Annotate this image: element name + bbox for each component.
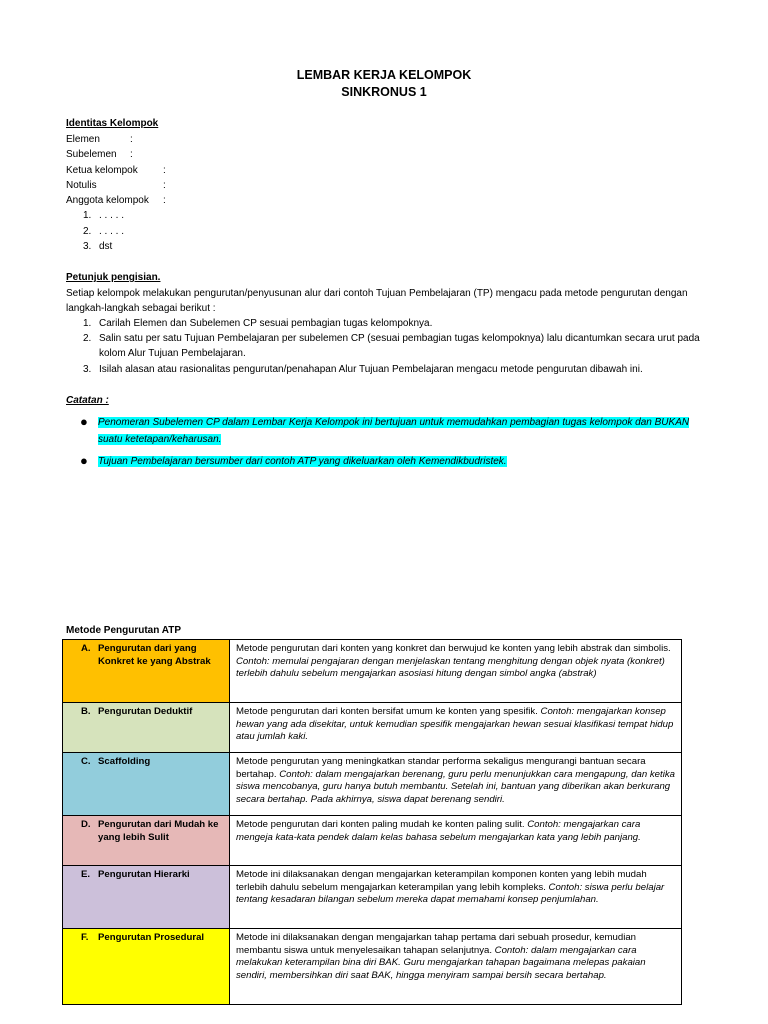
field-label: Ketua kelompok	[66, 165, 138, 176]
field-label: Subelemen	[66, 149, 117, 160]
metode-category-cell: F. Pengurutan Prosedural	[63, 929, 230, 1005]
field-sep: :	[163, 180, 166, 191]
metode-description-cell: Metode pengurutan dari konten yang konkret dan berwujud ke konten yang lebih abstrak dan simbolis. Contoh: memulai pengajaran dengan menjelaskan tentang menghitung dengan objek nyata (konkret) terlebih dahulu sebelum mengajarkan asosiasi hitung dengan simbol angka (abstrak)	[230, 640, 682, 703]
metode-category-cell: A. Pengurutan dari yang Konkret ke yang Abstrak	[63, 640, 230, 703]
table-row	[63, 816, 682, 866]
field-sep: :	[130, 134, 133, 145]
step-item: 3. Isilah alasan atau rasionalitas pengurutan/penahapan Alur Tujuan Pembelajaran mengacu metode pengurutan dibawah ini.	[83, 364, 643, 375]
field-sep: :	[130, 149, 133, 160]
member-item: 2. . . . . .	[83, 226, 125, 237]
table-row	[63, 866, 682, 929]
metode-description-cell: Metode pengurutan dari konten paling mudah ke konten paling sulit. Contoh: mengajarkan cara mengeja kata-kata pendek dalam kelas bahasa sebelum mengajarkan kata yang lebih panjang.	[230, 816, 682, 866]
field-anggota	[66, 193, 166, 208]
step-item: 1. Carilah Elemen dan Subelemen CP sesuai pembagian tugas kelompoknya.	[83, 318, 433, 329]
field-subelemen	[66, 147, 133, 162]
member-item: 1. . . . . .	[83, 210, 125, 221]
metode-category-cell: C. Scaffolding	[63, 753, 230, 816]
metode-table	[62, 639, 682, 1005]
metode-category-cell: D. Pengurutan dari Mudah ke yang lebih Sulit	[63, 816, 230, 866]
petunjuk-intro: Setiap kelompok melakukan pengurutan/penyusunan alur dari contoh Tujuan Pembelajaran (TP) mengacu pada metode pengurutan dengan langkah-langkah sebagai berikut :	[66, 288, 688, 314]
table-row	[63, 703, 682, 753]
field-elemen	[66, 132, 133, 147]
table-row	[63, 929, 682, 1005]
field-label: Elemen	[66, 134, 100, 145]
field-notulis	[66, 178, 166, 193]
step-item: 2. Salin satu per satu Tujuan Pembelajaran per subelemen CP (sesuai pembagian tugas kelompoknya) lalu dicantumkan secara urut pada kolom Alur Tujuan Pembelajaran.	[83, 333, 700, 359]
bullet-icon: ●	[80, 414, 88, 429]
document-title: LEMBAR KERJA KELOMPOK	[296, 68, 472, 82]
identitas-heading: Identitas Kelompok	[66, 118, 159, 129]
metode-description-cell: Metode ini dilaksanakan dengan mengajarkan tahap pertama dari sebuah prosedur, kemudian membantu siswa untuk menyelesaikan tahapan selanjutnya. Contoh: dalam mengajarkan cara melakukan keterampilan bina diri BAK. Guru mengajarkan tahapan bagaimana melepas pakaian sendiri, membersihkan diri saat BAK, hingga menyiram sampai bersih secara bertahap.	[230, 929, 682, 1005]
field-ketua	[66, 163, 166, 178]
metode-description-cell: Metode pengurutan yang meningkatkan standar performa sekaligus mengurangi bantuan secara bertahap. Contoh: dalam mengajarkan berenang, guru perlu menunjukkan cara mengapung, dan ketika siswa mencobanya, guru hanya butuh membantu. Setelah ini, bantuan yang diberikan akan berkurang secara bertahap. Pada akhirnya, siswa dapat berenang sendiri.	[230, 753, 682, 816]
bullet-icon: ●	[80, 453, 88, 468]
metode-heading: Metode Pengurutan ATP	[66, 625, 181, 636]
metode-description-cell: Metode pengurutan dari konten bersifat umum ke konten yang spesifik. Contoh: mengajarkan konsep hewan yang ada disekitar, untuk kemudian spesifik mengajarkan hewan sesuai klasifikasi tempat hidup atau jumlah kaki.	[230, 703, 682, 753]
document-subtitle: SINKRONUS 1	[341, 85, 427, 99]
field-sep: :	[163, 195, 166, 206]
catatan-note: Penomeran Subelemen CP dalam Lembar Kerja Kelompok ini bertujuan untuk memudahkan pembagian tugas kelompok dan BUKAN suatu ketetapan/keharusan.	[98, 417, 690, 445]
table-row	[63, 753, 682, 816]
member-item: 3. dst	[83, 241, 113, 252]
catatan-heading: Catatan :	[66, 395, 109, 406]
catatan-note: Tujuan Pembelajaran bersumber dari contoh ATP yang dikeluarkan oleh Kemendikbudristek.	[98, 456, 507, 467]
metode-category-cell: E. Pengurutan Hierarki	[63, 866, 230, 929]
metode-category-cell: B. Pengurutan Deduktif	[63, 703, 230, 753]
field-label: Anggota kelompok	[66, 195, 149, 206]
field-label: Notulis	[66, 180, 97, 191]
field-sep: :	[163, 165, 166, 176]
petunjuk-heading: Petunjuk pengisian.	[66, 272, 161, 283]
metode-description-cell: Metode ini dilaksanakan dengan mengajarkan keterampilan komponen konten yang lebih mudah terlebih dahulu sebelum mengajarkan keterampilan yang lebih kompleks. Contoh: siswa perlu belajar tentang kesadaran bilangan sebelum mereka dapat memahami konsep penjumlahan.	[230, 866, 682, 929]
table-row	[63, 640, 682, 703]
